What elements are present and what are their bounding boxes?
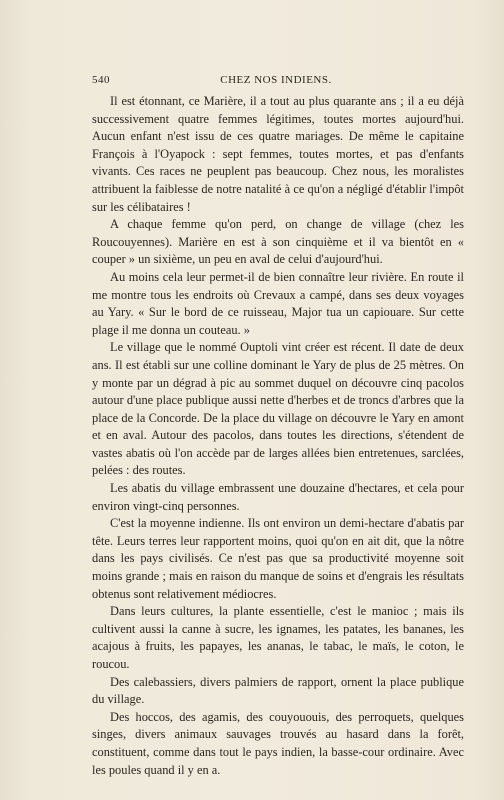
paragraph: Il est étonnant, ce Marière, il a tout au plus quarante ans ; il a eu déjà successivement quatre femmes légitimes, toutes mortes aujourd'hui. Aucun enfant n'est issu de ces quatre mariages. De même le capitaine François à l'Oyapock : sept femmes, toutes mortes, et pas d'enfants vivants. Ces races ne peuplent pas beaucoup. Chez nous, les moralistes attribuent la faiblesse de notre natalité à ce qu'on a négligé d'établir l'impôt sur les célibataires ! bbox=[92, 94, 464, 214]
page-number: 540 bbox=[92, 74, 110, 86]
paragraph: Des hoccos, des agamis, des couyououis, des perroquets, quelques singes, divers animaux sauvages trouvés au hasard dans la forêt, constituent, comme dans tout le pays indien, la basse-cour ordinaire. Avec les poules quand il y en a. bbox=[92, 709, 464, 777]
paragraph: Le village que le nommé Ouptoli vint créer est récent. Il date de deux ans. Il est établi sur une colline dominant le Yary de plus de 25 mètres. On y monte par un dégrad à pic au sommet duquel on découvre cinq pacolos autour d'une place publique aussi nette d'herbes et de troncs d'arbres que la place de la Concorde. De la place du village on découvre le Yary en amont et en aval. Autour des pacolos, dans toutes les directions, s'étendent de vastes abatis où l'on accède par de larges allées bien entretenues, sarclées, pelées : des routes. bbox=[92, 340, 464, 478]
paragraph: Au moins cela leur permet-il de bien connaître leur rivière. En route il me montre tous les endroits où Crevaux a campé, dans ses deux voyages au Yary. « Sur le bord de ce ruisseau, Major tua un capiouare. Sur cette plage il me donna un couteau. » bbox=[92, 269, 464, 337]
paragraph: Dans leurs cultures, la plante essentielle, c'est le manioc ; mais ils cultivent aussi la canne à sucre, les ignames, les patates, les bananes, les acajous à fruits, les papayes, les ananas, le tabac, le maïs, le coton, le roucou. bbox=[92, 604, 464, 671]
paragraph: A chaque femme qu'on perd, on change de village (chez les Roucouyennes). Marière en est à son cinquième et il va bientôt en « couper » un sixième, un peu en aval de celui d'aujourd'hui. bbox=[92, 217, 464, 267]
paragraph: C'est la moyenne indienne. Ils ont environ un demi-hectare d'abatis par tête. Leurs terres leur rapportent moins, quoi qu'on en ait dit, que la nôtre dans les pays civilisés. Ce n'est pas que sa productivité moyenne soit moins grande ; mais en raison du manque de soins et d'engrais les résultats obtenus sont relativement médiocres. bbox=[92, 516, 464, 601]
running-title: CHEZ NOS INDIENS. bbox=[220, 74, 332, 86]
paragraph: Des calebassiers, divers palmiers de rapport, ornent la place publique du village. bbox=[92, 674, 464, 707]
paragraph: Les abatis du village embrassent une douzaine d'hectares, et cela pour environ vingt-cinq personnes. bbox=[92, 481, 464, 513]
running-header bbox=[92, 74, 460, 88]
page-body bbox=[92, 93, 464, 779]
